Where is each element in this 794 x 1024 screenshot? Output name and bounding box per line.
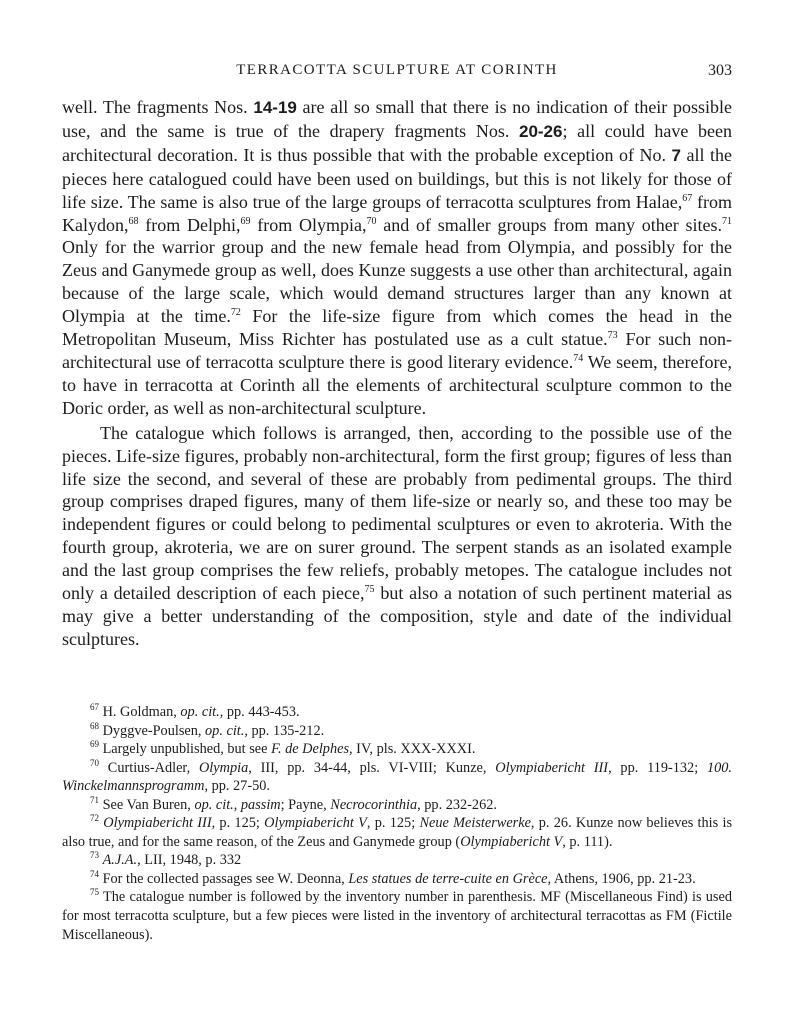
footnote-marker: 71 bbox=[722, 215, 732, 227]
text-run: The catalogue which follows is arranged, then, according to the possible use of the pieces. Life-size figures, probably non-architectural, form the first group; figures of less than life size the second, and several of these are probably from pedimental groups. The third group comprises draped figures, many of them life-size or nearly so, and these too may be independent figures or could belong to pedimental sculptures or even to akroteria. With the fourth group, akroteria, we are on surer ground. The serpent stands as an isolated example and the last group comprises the few reliefs, probably metopes. The catalogue includes not only a detailed description of each piece, bbox=[62, 422, 732, 604]
footnote bbox=[62, 759, 732, 796]
text-run: For the collected passages see W. Deonna, bbox=[99, 870, 349, 887]
footnote-marker: 74 bbox=[90, 869, 99, 880]
italic-text: Neue Meisterwerke bbox=[419, 815, 531, 832]
text-run: and of smaller groups from many other sites. bbox=[376, 214, 722, 235]
footnote bbox=[62, 740, 732, 759]
footnote bbox=[62, 814, 732, 851]
text-run: ; Payne, bbox=[280, 796, 331, 813]
italic-text: Olympiabericht III bbox=[103, 815, 212, 832]
text-run: Largely unpublished, but see bbox=[99, 741, 272, 758]
italic-text: Les statues de terre-cuite en Grèce bbox=[348, 870, 548, 887]
text-run: , p. 111). bbox=[562, 833, 613, 850]
footnote-marker: 69 bbox=[240, 215, 251, 227]
footnote bbox=[62, 851, 732, 870]
footnote-marker: 67 bbox=[682, 192, 693, 204]
italic-text: op. cit. bbox=[194, 796, 234, 813]
text-run: all the pieces here catalogued could have been used on buildings, but this is not likely for those of life size. The same is also true of the large groups of terracotta sculptures from Halae, bbox=[62, 144, 732, 212]
footnote bbox=[62, 796, 732, 815]
footnote bbox=[62, 888, 732, 944]
text-run: from Kalydon, bbox=[62, 191, 732, 235]
italic-text: op. cit. bbox=[205, 722, 245, 739]
page-header bbox=[62, 60, 732, 84]
text-run: are all so small that there is no indication of their possible use, and the same is true of the drapery fragments Nos. bbox=[62, 97, 732, 141]
italic-text: Olympiabericht III bbox=[495, 759, 609, 776]
text-run: Only for the warrior group and the new female head from Olympia, and possibly for the Zeus and Ganymede group as well, does Kunze suggests a use other than architectural, again because of the large scale, which would demand structures larger than any known at Olympia at the time. bbox=[62, 237, 732, 327]
text-run: For such non-architectural use of terracotta sculpture there is good literary evidence. bbox=[62, 329, 732, 372]
text-run: , p. 125; bbox=[211, 815, 265, 832]
text-run: from Delphi, bbox=[138, 214, 241, 235]
text-run: , pp. 119-132; bbox=[608, 759, 707, 776]
footnote-marker: 68 bbox=[90, 720, 99, 731]
footnote-marker: 71 bbox=[90, 794, 99, 805]
footnote-marker: 75 bbox=[90, 887, 99, 898]
italic-text: Olympiabericht V bbox=[264, 815, 367, 832]
text-run: For the life-size figure from which comes the head in the Metropolitan Museum, Miss Richter has postulated use as a cult statue. bbox=[62, 306, 732, 350]
footnote-marker: 74 bbox=[573, 352, 584, 364]
text-run: H. Goldman, bbox=[99, 704, 181, 720]
text-run: , bbox=[233, 796, 241, 813]
text-run: , LII, 1948, p. 332 bbox=[137, 852, 242, 869]
running-title: TERRACOTTA SCULPTURE AT CORINTH bbox=[236, 62, 558, 78]
body-text bbox=[62, 96, 732, 651]
text-run: but also a notation of such pertinent material as may give a better understanding of the composition, style and date of the individual sculptures. bbox=[62, 583, 733, 649]
catalogue-number: 7 bbox=[671, 145, 681, 165]
footnote-marker: 70 bbox=[366, 215, 377, 227]
text-run: See Van Buren, bbox=[99, 796, 195, 813]
footnote-marker: 75 bbox=[364, 584, 375, 596]
text-run: , Athens, 1906, pp. 21-23. bbox=[547, 870, 696, 887]
italic-text: A.J.A. bbox=[102, 852, 138, 869]
italic-text: Olympia bbox=[198, 759, 249, 776]
footnote bbox=[62, 870, 732, 889]
italic-text: F. de Delphes bbox=[271, 741, 350, 758]
footnotes bbox=[62, 703, 732, 944]
text-run: , p. 125; bbox=[366, 815, 420, 832]
footnote bbox=[62, 722, 732, 741]
italic-text: Necrocorinthia bbox=[330, 796, 418, 813]
footnote bbox=[62, 703, 732, 722]
page-number: 303 bbox=[708, 62, 732, 79]
italic-text: Olympiabericht V bbox=[460, 833, 563, 850]
text-run: , pp. 27-50. bbox=[204, 778, 270, 795]
text-run: from Olympia, bbox=[250, 214, 367, 235]
footnote-marker: 73 bbox=[90, 850, 99, 861]
text-run: Dyggve-Poulsen, bbox=[99, 722, 206, 739]
italic-text: 100. Winckelmannsprogramm bbox=[62, 759, 732, 795]
text-run: , pp. 443-453. bbox=[219, 704, 300, 720]
text-run: well. The fragments Nos. bbox=[62, 97, 254, 117]
footnote-marker: 72 bbox=[90, 813, 99, 824]
paragraph bbox=[62, 96, 732, 420]
text-run: We seem, therefore, to have in terracotta at Corinth all the elements of architectural sculpture common to the Doric order, as well as non-architectural sculpture. bbox=[62, 351, 732, 418]
catalogue-number: 14-19 bbox=[253, 98, 297, 117]
footnote-marker: 68 bbox=[128, 215, 139, 227]
text-run: , p. 26. Kunze now believes this is also true, and for the same reason, of the Zeus and Ganymede group ( bbox=[62, 815, 733, 850]
text-run: , IV, pls. XXX-XXXI. bbox=[349, 741, 476, 758]
text-run: The catalogue number is followed by the inventory number in parenthesis. MF (Miscellaneous Find) is used for most terracotta sculpture, but a few pieces were listed in the inventory of architectural terracottas as FM (Fictile Miscellaneous). bbox=[62, 889, 732, 943]
footnote-marker: 67 bbox=[90, 702, 99, 713]
text-run: Curtius-Adler, bbox=[99, 759, 199, 776]
footnote-marker: 69 bbox=[90, 739, 99, 750]
text-run: , pp. 135-212. bbox=[244, 722, 325, 739]
footnote-marker: 70 bbox=[90, 757, 99, 768]
italic-text: op. cit. bbox=[180, 704, 220, 720]
italic-text: passim bbox=[240, 796, 281, 813]
text-run: , pp. 232-262. bbox=[417, 796, 497, 813]
paragraph bbox=[62, 422, 732, 651]
text-run: ; all could have been architectural decoration. It is thus possible that with the probable exception of No. bbox=[62, 120, 732, 165]
catalogue-number: 20-26 bbox=[518, 121, 563, 141]
footnote-marker: 73 bbox=[607, 330, 618, 342]
text-run: , III, pp. 34-44, pls. VI-VIII; Kunze, bbox=[248, 759, 496, 776]
footnote-marker: 72 bbox=[230, 307, 241, 319]
